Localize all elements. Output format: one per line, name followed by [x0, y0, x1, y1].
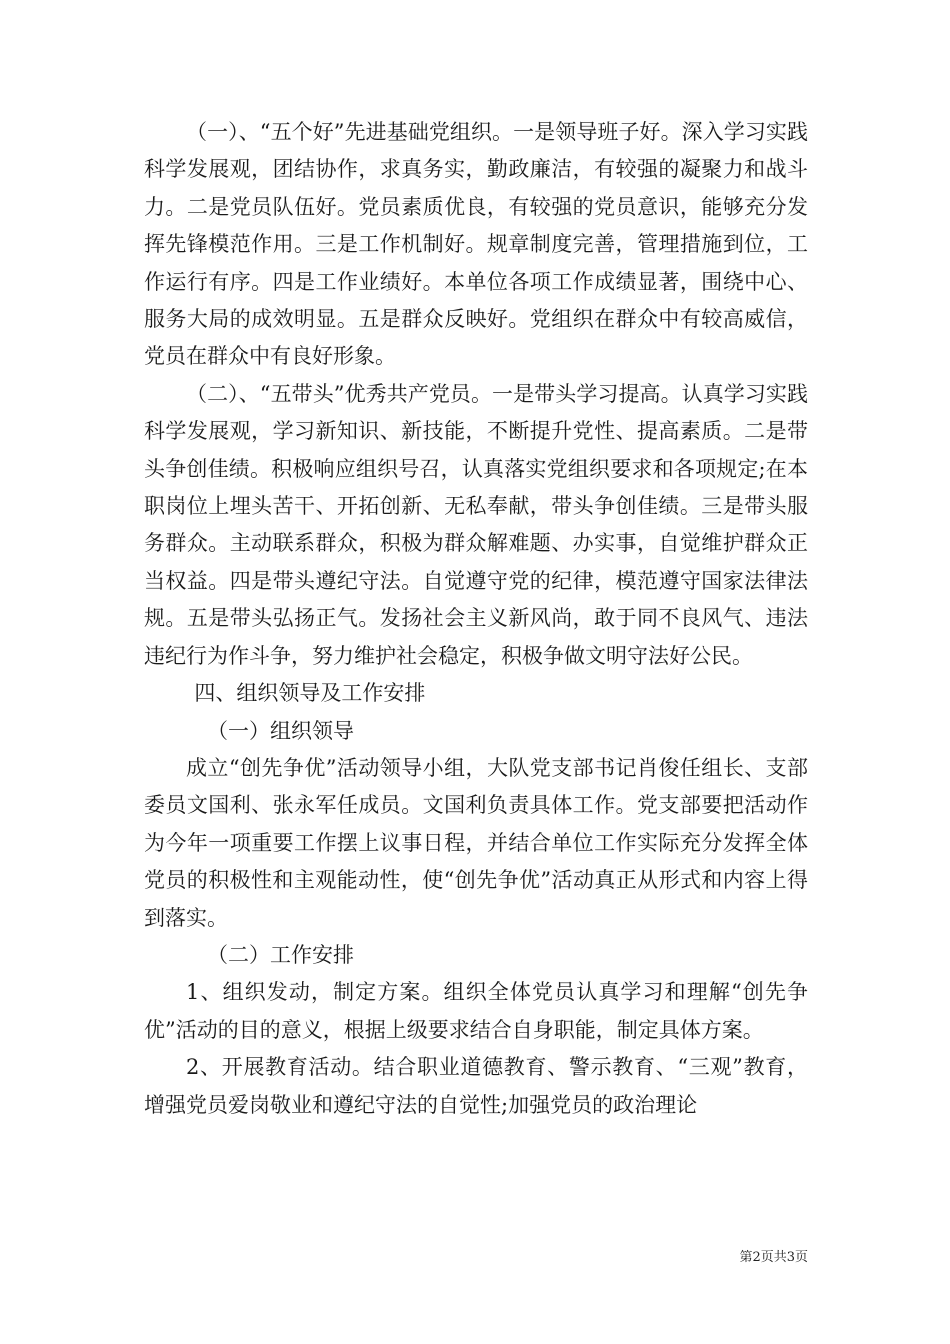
paragraph-mobilize-plan: 1、组织发动，制定方案。组织全体党员认真学习和理解“创先争优”活动的目的意义，根据上级要求结合自身职能，制定具体方案。	[144, 980, 808, 1042]
section-heading-organization: 四、组织领导及工作安排	[194, 681, 426, 706]
paragraph-five-good-organization: （一）、“五个好”先进基础党组织。一是领导班子好。深入学习实践科学发展观，团结协作，求真务实，勤政廉洁，有较强的凝聚力和战斗力。二是党员队伍好。党员素质优良，有较强的党员意识，能够充分发挥先锋模范作用。三是工作机制好。规章制度完善，管理措施到位，工作运行有序。四是工作业绩好。本单位各项工作成绩显著，围绕中心、服务大局的成效明显。五是群众反映好。党组织在群众中有较高威信，党员在群众中有良好形象。	[144, 120, 808, 369]
paragraph-five-lead-members: （二）、“五带头”优秀共产党员。一是带头学习提高。认真学习实践科学发展观，学习新知识、新技能，不断提升党性、提高素质。二是带头争创佳绩。积极响应组织号召，认真落实党组织要求和各项规定;在本职岗位上埋头苦干、开拓创新、无私奉献，带头争创佳绩。三是带头服务群众。主动联系群众，积极为群众解难题、办实事，自觉维护群众正当权益。四是带头遵纪守法。自觉遵守党的纪律，模范遵守国家法律法规。五是带头弘扬正气。发扬社会主义新风尚，敢于同不良风气、违法违纪行为作斗争，努力维护社会稳定，积极争做文明守法好公民。	[144, 381, 808, 668]
subheading-organization-leadership: （一）组织领导	[207, 718, 354, 743]
page-number: 第2页共3页	[739, 1250, 808, 1265]
paragraph-leadership-group: 成立“创先争优”活动领导小组，大队党支部书记肖俊任组长、支部委员文国利、张永军任成员。文国利负责具体工作。党支部要把活动作为今年一项重要工作摆上议事日程，并结合单位工作实际充分发挥全体党员的积极性和主观能动性，使“创先争优”活动真正从形式和内容上得到落实。	[144, 755, 808, 930]
subheading-work-arrangement: （二）工作安排	[207, 942, 354, 967]
document-body	[144, 114, 808, 1124]
paragraph-education-activity: 2、开展教育活动。结合职业道德教育、警示教育、“三观”教育，增强党员爱岗敬业和遵纪守法的自觉性;加强党员的政治理论	[144, 1055, 808, 1117]
